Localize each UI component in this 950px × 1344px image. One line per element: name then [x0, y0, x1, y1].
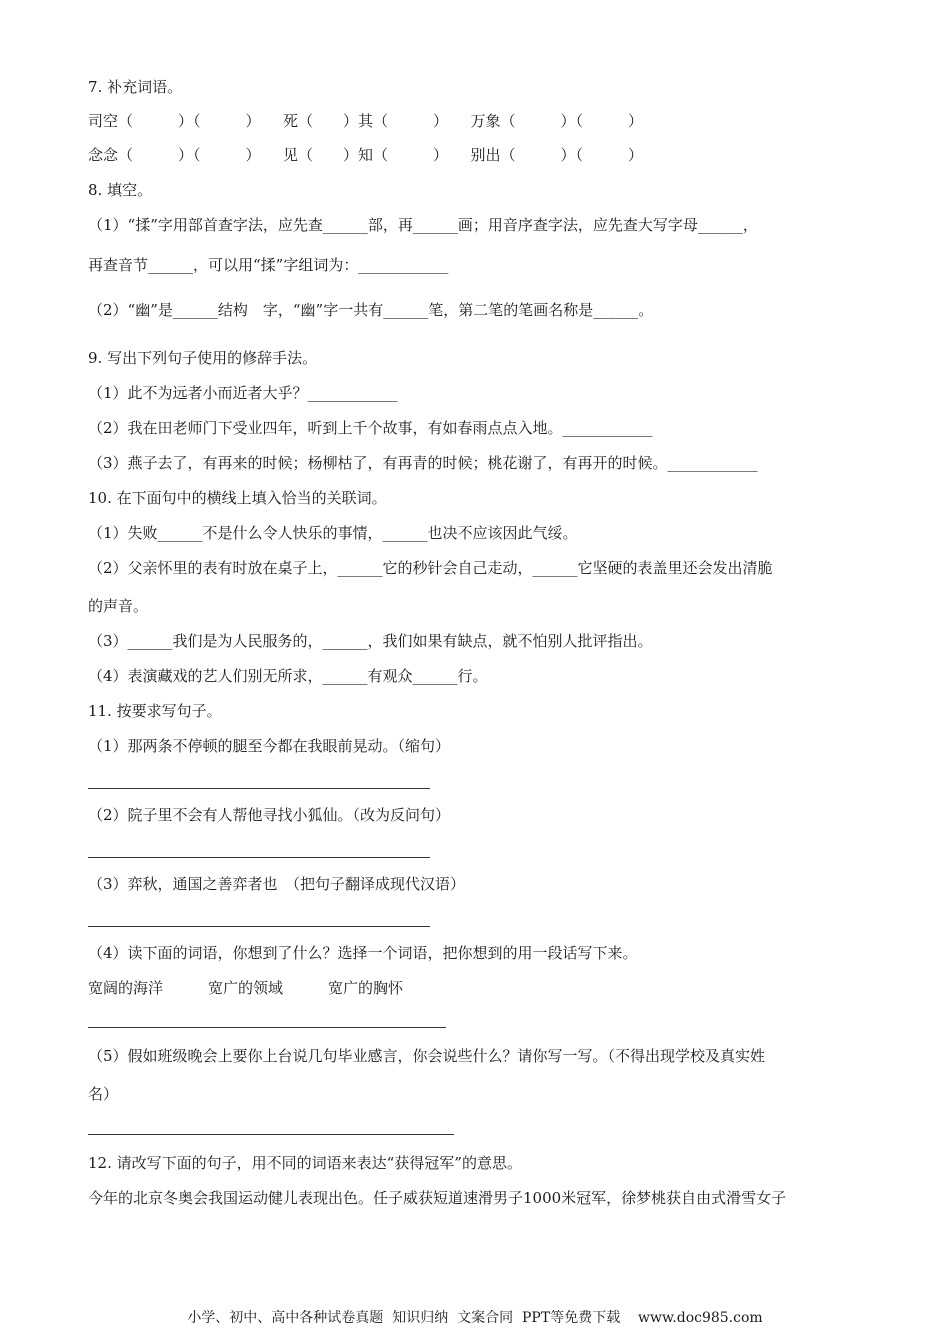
page-footer: 小学、初中、高中各种试卷真题 知识归纳 文案合同 PPT等免费下载 www.doc985.com [187, 1310, 763, 1326]
q11-title: 11. 按要求写句子。 [88, 702, 222, 720]
q11-item-5-line-1: （5）假如班级晚会上要你上台说几句毕业感言，你会说些什么？请你写一写。（不得出现学校及真实姓 [88, 1047, 766, 1065]
q12-title: 12. 请改写下面的句子，用不同的词语来表达“获得冠军”的意思。 [88, 1154, 522, 1172]
q11-item-2: （2）院子里不会有人帮他寻找小狐仙。（改为反问句） [88, 806, 451, 824]
q7-row-2: 念念（ ）（ ） 见（ ）知（ ） 别出（ ）（ ） [88, 146, 644, 164]
q10-sentence-4: （4）表演藏戏的艺人们别无所求，______有观众______行。 [88, 667, 488, 685]
q11-item-5-line-2: 名） [88, 1085, 119, 1103]
answer-line[interactable] [88, 1134, 454, 1135]
q10-sentence-2-line-2: 的声音。 [88, 597, 149, 615]
q10-sentence-3: （3）______我们是为人民服务的，______，我们如果有缺点，就不怕别人批评指出。 [88, 632, 653, 650]
answer-line[interactable] [88, 857, 430, 858]
q7-row-1: 司空（ ）（ ） 死（ ）其（ ） 万象（ ）（ ） [88, 112, 644, 130]
q11-item-4: （4）读下面的词语，你想到了什么？选择一个词语，把你想到的用一段话写下来。 [88, 944, 638, 962]
q8-part-1-line-1: （1）“揉”字用部首查字法，应先查______部，再______画；用音序查字法，应先查大写字母______， [88, 216, 758, 234]
q8-title: 8. 填空。 [88, 181, 153, 199]
answer-line[interactable] [88, 926, 430, 927]
q9-title: 9. 写出下列句子使用的修辞手法。 [88, 349, 318, 367]
answer-line[interactable] [88, 788, 430, 789]
q10-sentence-2-line-1: （2）父亲怀里的表有时放在桌子上，______它的秒针会自己走动，______它坚硬的表盖里还会发出清脆 [88, 559, 773, 577]
answer-line[interactable] [88, 1027, 446, 1028]
q9-sentence-1: （1）此不为远者小而近者大乎？____________ [88, 384, 398, 402]
q7-title: 7. 补充词语。 [88, 78, 183, 96]
q11-item-4-words: 宽阔的海洋 宽广的领域 宽广的胸怀 [88, 979, 404, 997]
q11-item-3: （3）弈秋，通国之善弈者也 （把句子翻译成现代汉语） [88, 875, 466, 893]
q10-sentence-1: （1）失败______不是什么令人快乐的事情，______也决不应该因此气绥。 [88, 524, 578, 542]
q10-title: 10. 在下面句中的横线上填入恰当的关联词。 [88, 489, 387, 507]
q11-item-1: （1）那两条不停顿的腿至今都在我眼前晃动。（缩句） [88, 737, 451, 755]
q9-sentence-2: （2）我在田老师门下受业四年，听到上千个故事，有如春雨点点入地。____________ [88, 419, 653, 437]
q8-part-1-line-2: 再查音节______，可以用“揉”字组词为：____________ [88, 256, 449, 274]
q9-sentence-3: （3）燕子去了，有再来的时候；杨柳枯了，有再青的时候；桃花谢了，有再开的时候。____________ [88, 454, 758, 472]
q12-text: 今年的北京冬奥会我国运动健儿表现出色。任子威获短道速滑男子1000米冠军，徐梦桃获自由式滑雪女子 [88, 1189, 787, 1207]
q8-part-2: （2）“幽”是______结构 字，“幽”字一共有______笔，第二笔的笔画名称是______。 [88, 301, 654, 319]
